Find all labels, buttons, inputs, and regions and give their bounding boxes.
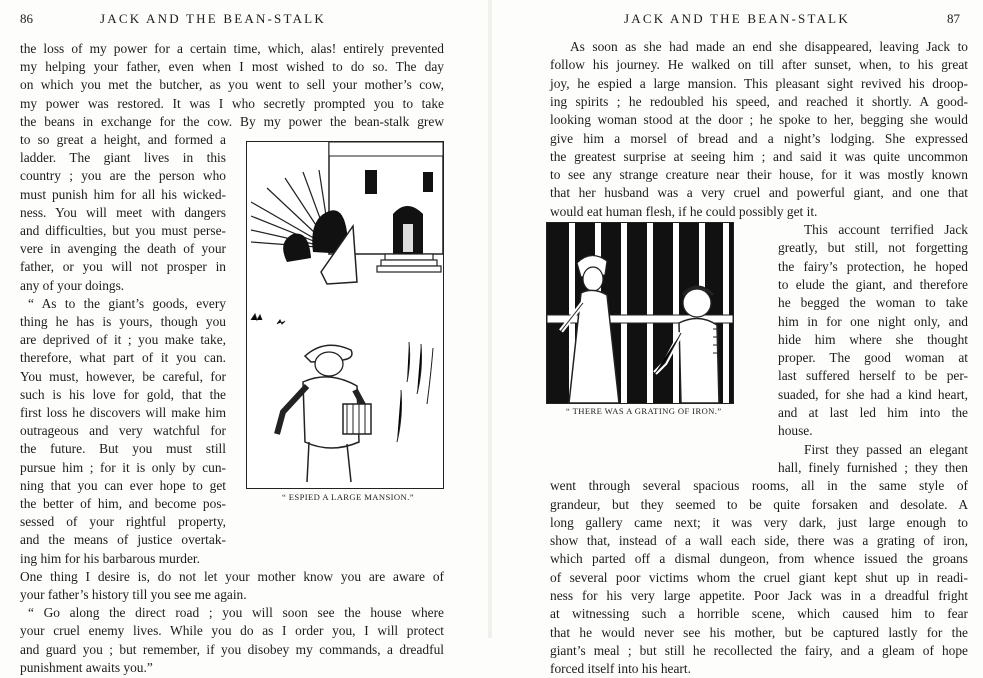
right-page — [492, 0, 983, 677]
text-line: must punish him for all his wicked- — [20, 186, 226, 202]
text-line: sessed of your rightful property, — [20, 514, 226, 530]
text-line: follow his journey. He walked on till after sunset, when, to his great — [550, 57, 968, 73]
text-line: at witnessing such a horrible scene, which caused him to fear — [550, 606, 968, 622]
text-line: This account terrified Jack — [804, 222, 968, 237]
text-line: joy, he espied a large mansion. This pleasant sight revived his droop- — [550, 75, 968, 91]
grating-illustration — [546, 222, 734, 404]
text-line: grandeur, but they seemed to be quite forsaken and desolate. A — [550, 496, 968, 512]
text-line: proper. The good woman at — [778, 350, 968, 366]
text-line: my helping your father, even when I most wished to do so. The day — [20, 59, 444, 75]
text-line: pursue him ; for it is only by cun- — [20, 459, 226, 475]
text-line: to elude the giant, and therefore — [778, 276, 968, 292]
text-line: and the means of justice overtak- — [20, 532, 226, 548]
left-page — [0, 0, 488, 675]
text-line: the greatest surprise at seeing him ; and said it was quite uncommon — [550, 148, 968, 164]
text-line: first loss he discovers will make him — [20, 405, 226, 420]
text-line: of several poor victims whom the cruel giant kept shut up in readi- — [550, 569, 968, 585]
text-line: ness for his very large appetite. Poor Jack was in a dreadful fright — [550, 588, 968, 603]
text-line: such is his love for gold, that the — [20, 386, 226, 402]
text-line: my power was restored. It was I who secretly prompted you to take — [20, 95, 444, 111]
text-line: ing him for his barbarous murder. — [20, 550, 200, 566]
text-line: country ; you are the person who — [20, 168, 226, 184]
text-line: ning that you can ever hope to get — [20, 477, 226, 493]
right-running-head: JACK AND THE BEAN-STALK — [624, 11, 850, 26]
text-line: and guard you ; but remember, if you disobey my commands, a dreadful — [20, 641, 444, 657]
text-line: are deprived of it ; you make take, — [20, 332, 226, 348]
text-line: went through several spacious rooms, all in the same style of — [550, 478, 968, 494]
text-line: that her husband was a very cruel and powerful giant, and one that — [550, 185, 968, 201]
text-line: that he would never see his mother, but be captured lastly for the — [550, 624, 968, 640]
text-line: “ As to the giant’s goods, every — [28, 295, 226, 311]
text-line: your cruel enemy lives. While you do as I order you, I will protect — [20, 623, 444, 639]
text-line: ing spirits ; he redoubled his speed, and reached it shortly. A good- — [550, 93, 968, 109]
text-line: father, or you will not prosper in — [20, 259, 226, 275]
text-line: him in for one night only, and — [778, 313, 968, 329]
text-line: any of your doings. — [20, 277, 125, 293]
text-line: First they passed an elegant — [804, 441, 968, 457]
text-line: would eat human flesh, if he could possibly get it. — [550, 203, 818, 219]
left-page-number: 86 — [20, 11, 33, 26]
text-line: the fairy’s protection, he hoped — [778, 258, 968, 274]
text-line: and at last led him into the — [778, 405, 968, 420]
text-line: greatly, but still, not forgetting — [778, 240, 968, 256]
text-line: house. — [778, 423, 813, 439]
text-line: thing he has is yours, though you — [20, 314, 226, 329]
text-line: One thing I desire is, do not let your mother know you are aware of — [20, 568, 444, 584]
text-line: to so great a height, and formed a — [20, 132, 226, 147]
text-line: the beans in exchange for the cow. By my power the bean-stalk grew — [20, 113, 444, 129]
text-line: hide him where she thought — [778, 331, 968, 347]
left-running-head: JACK AND THE BEAN-STALK — [100, 11, 326, 26]
text-line: therefore, what part of it you can. — [20, 350, 226, 366]
text-line: As soon as she had made an end she disappeared, leaving Jack to — [570, 39, 968, 54]
text-line: give him a morsel of bread and a night’s lodging. She expressed — [550, 130, 968, 146]
text-line: last suffered herself to be per- — [778, 368, 968, 384]
text-line: and difficulties, but you must perse- — [20, 223, 226, 238]
text-line: suaded, for she had a kind heart, — [778, 386, 968, 402]
mansion-illustration — [246, 141, 444, 489]
mansion-caption: “ ESPIED A LARGE MANSION.” — [282, 492, 414, 502]
text-line: ness. You will meet with dangers — [20, 204, 226, 220]
text-line: the loss of my power for a certain time, which, alas! entirely prevented — [20, 41, 444, 56]
text-line: vere in avenging the death of your — [20, 241, 226, 257]
text-line: giant’s meal ; but still he recollected the fairy, and a gleam of hope — [550, 642, 968, 658]
text-line: your father’s history till you see me again. — [20, 587, 247, 602]
text-line: long gallery came next; it was very dark, just large enough to — [550, 514, 968, 530]
text-line: outrageous and very watchful for — [20, 423, 226, 439]
text-line: looking woman stood at the door ; he spoke to her, begging she would — [550, 112, 968, 128]
text-line: forced itself into his heart. — [550, 661, 691, 677]
text-line: to see any strange creature near their house, for it was mostly known — [550, 167, 968, 183]
text-line: punishment awaits you.” — [20, 659, 153, 675]
text-line: You must, however, be careful, for — [20, 368, 226, 384]
right-page-number: 87 — [947, 11, 960, 26]
text-line: on which you met the butcher, as you went to sell your mother’s cow, — [20, 77, 444, 93]
text-line: which parted off a dismal dungeon, from whence issued the groans — [550, 551, 968, 567]
text-line: “ Go along the direct road ; you will soon see the house where — [28, 605, 444, 621]
text-line: show that, instead of a wall each side, there was a grating of iron, — [550, 533, 968, 549]
grating-caption: “ THERE WAS A GRATING OF IRON.” — [566, 406, 722, 416]
text-line: ladder. The giant lives in this — [20, 150, 226, 166]
text-line: he begged the woman to take — [778, 295, 968, 311]
text-line: hall, finely furnished ; they then — [778, 459, 968, 475]
text-line: the future. But you must still — [20, 441, 226, 457]
text-line: the better of him, and become pos- — [20, 496, 226, 511]
